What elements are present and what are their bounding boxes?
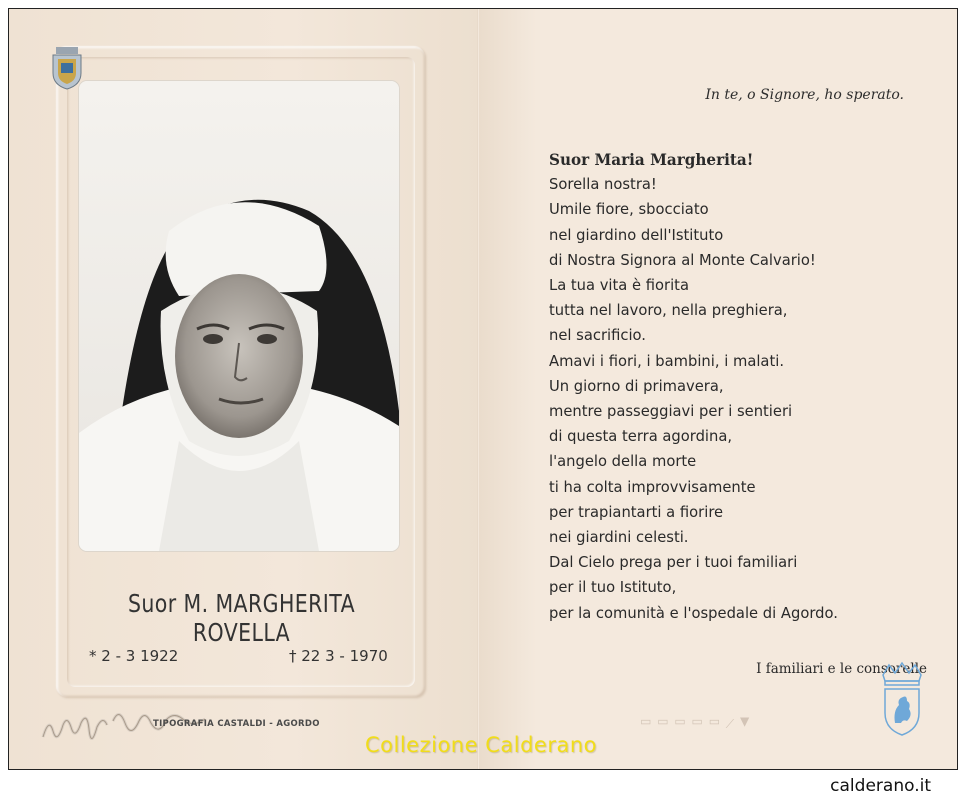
collection-watermark: Collezione Calderano bbox=[365, 733, 597, 757]
prayer-line: Sorella nostra! bbox=[549, 175, 657, 194]
prayer-line: mentre passeggiavi per i sentieri bbox=[549, 402, 793, 421]
death-date: † 22 3 - 1970 bbox=[289, 647, 388, 665]
site-credit: calderano.it bbox=[830, 776, 931, 796]
show-through-text: ▲ ⟋ ▭ ▭ ▭ ▭ ▭ bbox=[639, 716, 750, 730]
prayer-line: per la comunità e l'ospedale di Agordo. bbox=[549, 603, 838, 622]
card-front-panel bbox=[9, 9, 479, 769]
prayer-line: nel sacrificio. bbox=[549, 326, 647, 345]
signoff: I familiari e le consorelle bbox=[756, 661, 927, 677]
card-inside-panel bbox=[479, 9, 957, 769]
memorial-card bbox=[8, 8, 958, 770]
crowned-lion-crest-icon bbox=[877, 661, 927, 741]
memorial-prayer bbox=[549, 147, 929, 626]
prayer-line: Dal Cielo prega per i tuoi familiari bbox=[549, 553, 798, 572]
prayer-line: Amavi i fiori, i bambini, i malati. bbox=[549, 351, 785, 370]
prayer-line: Un giorno di primavera, bbox=[549, 376, 724, 395]
prayer-line: di questa terra agordina, bbox=[549, 427, 733, 446]
prayer-heading: Suor Maria Margherita! bbox=[549, 150, 754, 169]
prayer-line: l'angelo della morte bbox=[549, 452, 697, 471]
prayer-line: nei giardini celesti. bbox=[549, 528, 689, 547]
epigraph: In te, o Signore, ho sperato. bbox=[705, 87, 904, 103]
prayer-line: di Nostra Signora al Monte Calvario! bbox=[549, 250, 816, 269]
birth-date: * 2 - 3 1922 bbox=[89, 647, 179, 665]
deceased-name: Suor M. MARGHERITA ROVELLA bbox=[127, 589, 356, 647]
prayer-line: La tua vita è fiorita bbox=[549, 276, 689, 295]
portrait-photo bbox=[79, 81, 399, 551]
prayer-line: nel giardino dell'Istituto bbox=[549, 225, 724, 244]
printer-credit: TIPOGRAFIA CASTALDI - AGORDO bbox=[153, 719, 320, 729]
prayer-line: per trapiantarti a fiorire bbox=[549, 502, 724, 521]
prayer-line: tutta nel lavoro, nella preghiera, bbox=[549, 301, 788, 320]
prayer-line: Umile fiore, sbocciato bbox=[549, 200, 709, 219]
prayer-line: ti ha colta improvvisamente bbox=[549, 477, 756, 496]
prayer-line: per il tuo Istituto, bbox=[549, 578, 677, 597]
